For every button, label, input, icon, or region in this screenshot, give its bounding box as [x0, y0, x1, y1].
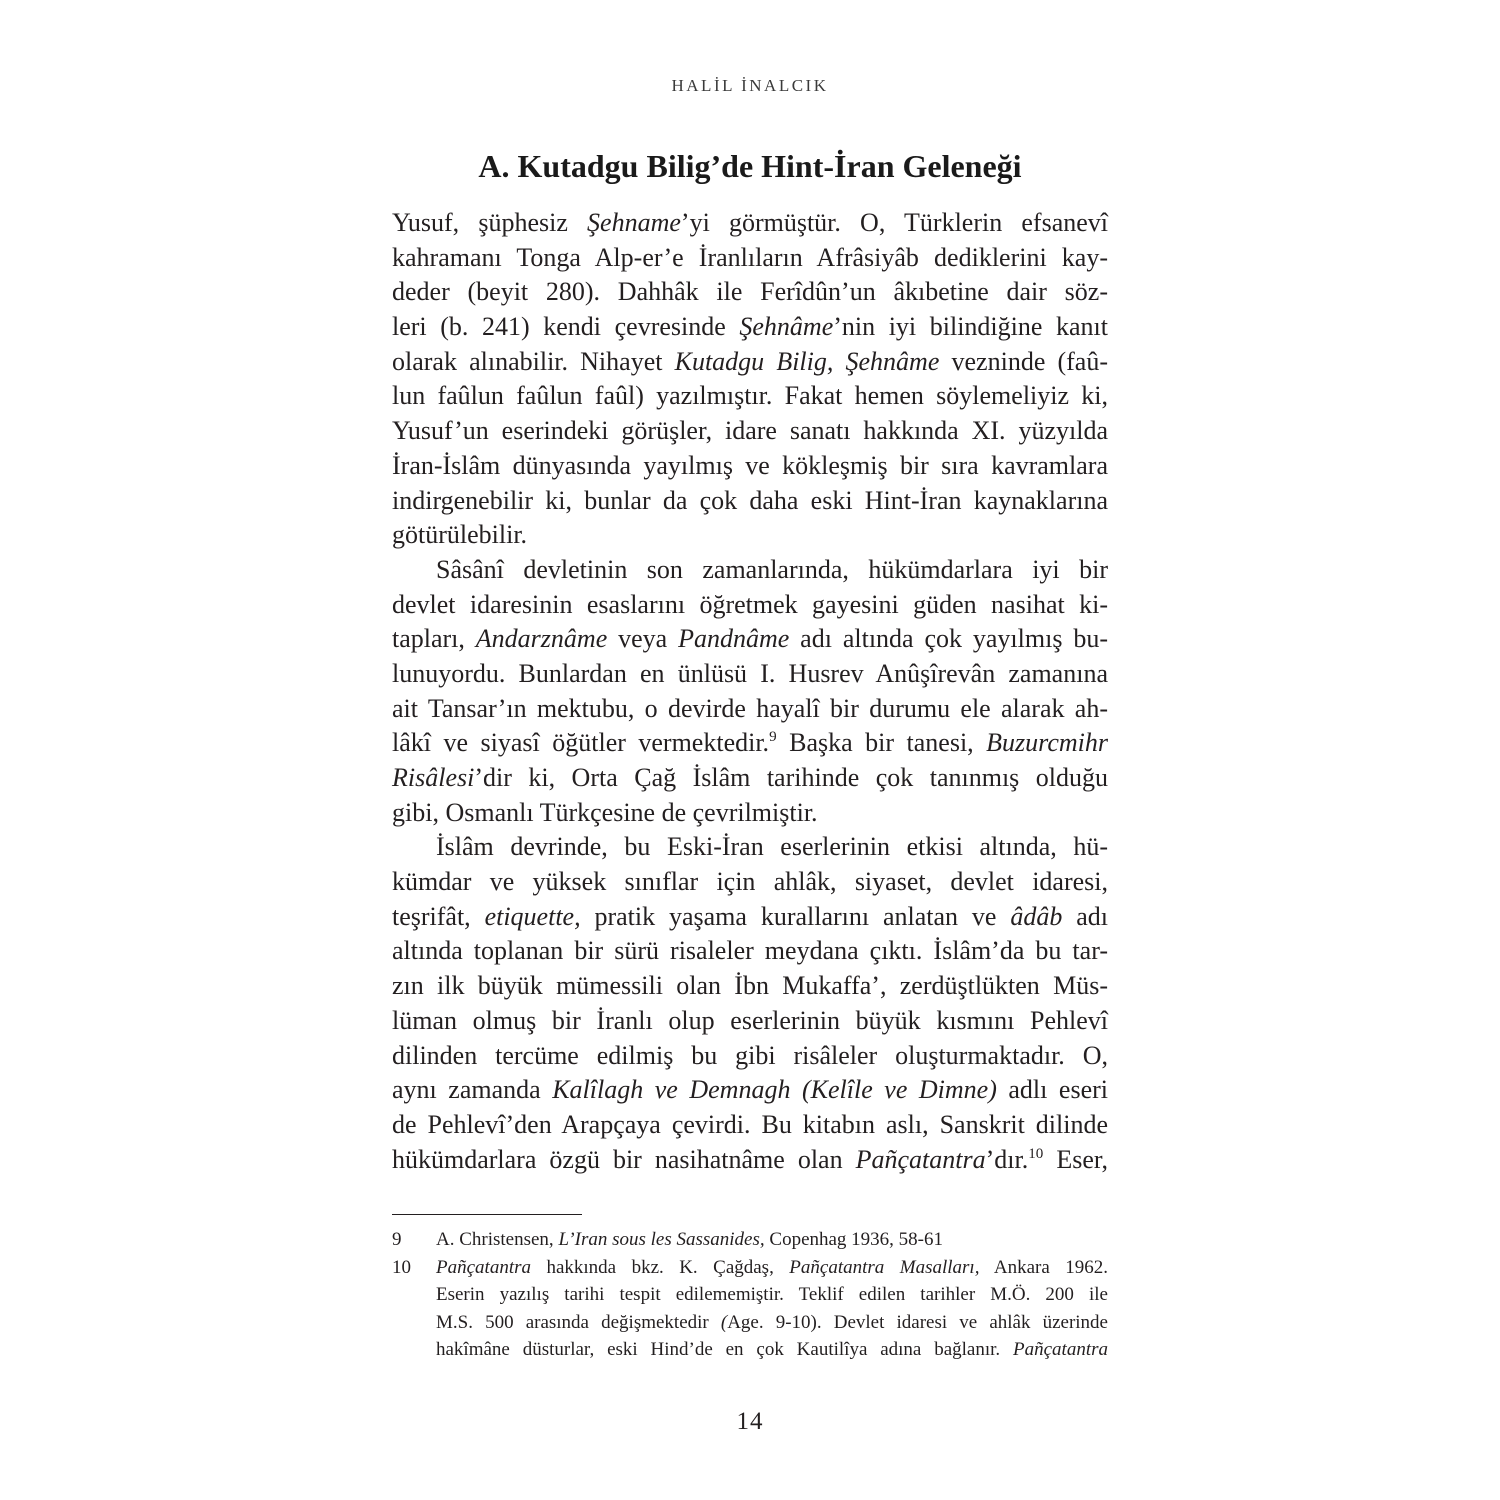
text-run: A. Christensen, — [436, 1229, 559, 1250]
text-run: adı altında çok yayılmış bu- — [789, 624, 1108, 654]
text-run: ’yi görmüştür. O, Türklerin efsanevî — [680, 208, 1108, 237]
text-run: götürülebilir. — [392, 520, 528, 550]
text-line — [392, 449, 1108, 484]
text-run: Sâsânî devletinin son zamanlarında, hükümdarlara iyi bir — [436, 554, 1108, 584]
text-run: Ankara 1962. — [979, 1256, 1108, 1278]
text-run: İslâm devrinde, bu Eski-İran eserlerinin etkisi altında, hü- — [436, 832, 1108, 862]
italic-text: Buzurcmihr — [986, 728, 1108, 758]
text-line — [392, 622, 1108, 657]
italic-text: ( — [720, 1311, 728, 1333]
footnote-line — [392, 1226, 1108, 1254]
footnote-rule — [392, 1214, 582, 1215]
text-run: vezninde (faû- — [939, 346, 1109, 376]
text-run: lun faûlun faûlun faûl) yazılmıştır. Fakat hemen söylemeliyiz ki, — [392, 381, 1108, 411]
text-run: devlet idaresinin esaslarını öğretmek gayesini güden nasihat ki- — [392, 589, 1108, 619]
text-line — [392, 726, 1108, 761]
footnote-ref: 9 — [769, 729, 777, 746]
text-line — [392, 1004, 1108, 1039]
text-run: Yusuf, şüphesiz — [392, 208, 588, 237]
text-run: lâkî ve siyasî öğütler vermektedir. — [392, 728, 770, 758]
text-run: Başka bir tanesi, — [776, 728, 987, 758]
italic-text: Şehname — [587, 208, 681, 237]
text-run: hakîmâne düsturlar, eski Hind’de en çok Kautilîya adına bağlanır. — [436, 1339, 1013, 1360]
text-run: pratik yaşama kurallarını anlatan ve — [580, 901, 1011, 931]
text-line — [392, 761, 1108, 796]
text-run: kahramanı Tonga Alp-er’e İranlıların Afrâsiyâb dediklerini kay- — [392, 242, 1108, 272]
text-run: hakkında bkz. K. Çağdaş, — [531, 1256, 790, 1278]
text-line — [392, 1039, 1108, 1074]
footnotes — [392, 1226, 1108, 1364]
text-line — [392, 1073, 1108, 1108]
text-run: hükümdarlara özgü bir nasihatnâme olan — [392, 1144, 856, 1174]
text-line — [392, 1143, 1108, 1178]
section-title: A. Kutadgu Bilig’de Hint-İran Geleneği — [478, 148, 1022, 184]
text-line — [392, 830, 1108, 865]
text-run: Age. 9-10). Devlet idaresi ve ahlâk üzerinde — [727, 1311, 1108, 1333]
text-line — [392, 692, 1108, 727]
text-run: veya — [607, 624, 679, 654]
text-run: olarak alınabilir. Nihayet — [392, 346, 675, 376]
text-run: ’nin iyi bilindiğine kanıt — [833, 312, 1108, 342]
text-line — [392, 796, 1108, 831]
text-line — [392, 934, 1108, 969]
text-line — [392, 345, 1108, 380]
text-run: Copenhag 1936, 58-61 — [764, 1229, 944, 1250]
text-run: Eserin yazılış tarihi tespit edilememiştir. Teklif edilen tarihler M.Ö. 200 ile — [436, 1284, 1108, 1305]
italic-text: Kutadgu Bilig, Şehnâme — [674, 346, 940, 376]
italic-text: Pañçatantra — [855, 1144, 986, 1174]
italic-text: Pandnâme — [678, 624, 790, 654]
text-run: Yusuf’un eserindeki görüşler, idare sanatı hakkında XI. yüzyılda — [392, 416, 1108, 446]
text-run: M.S. 500 arasında değişmektedir — [436, 1311, 721, 1333]
text-line — [392, 900, 1108, 935]
text-line — [392, 553, 1108, 588]
italic-text: Pañçatantra — [1013, 1339, 1108, 1360]
footnote-line — [392, 1336, 1108, 1364]
text-run: İran-İslâm dünyasında yayılmış ve kökleşmiş bir sıra kavramlara — [392, 450, 1108, 480]
text-line — [392, 1108, 1108, 1143]
running-head: HALİL İNALCIK — [671, 76, 829, 95]
text-run: adlı eseri — [996, 1075, 1108, 1105]
text-run: gibi, Osmanlı Türkçesine de çevrilmiştir. — [392, 797, 818, 827]
italic-text: Pañçatantra — [436, 1256, 531, 1278]
footnote-ref: 10 — [1028, 1145, 1044, 1162]
italic-text: âdâb — [1010, 901, 1063, 931]
footnote — [392, 1226, 1108, 1254]
text-run: Eser, — [1043, 1144, 1108, 1174]
text-run: leri (b. 241) kendi çevresinde — [392, 312, 740, 342]
page-number: 14 — [736, 1408, 764, 1435]
italic-text: Risâlesi — [392, 763, 475, 792]
footnote-line — [392, 1309, 1108, 1337]
text-line — [392, 206, 1108, 241]
italic-text: Pañçatantra Masalları, — [789, 1256, 980, 1278]
text-run: ’dir ki, Orta Çağ İslâm tarihinde çok tanınmış olduğu — [474, 763, 1108, 792]
text-run: aynı zamanda — [392, 1075, 553, 1105]
text-run: zın ilk büyük mümessili olan İbn Mukaffa’, zerdüştlükten Müs- — [392, 971, 1108, 1001]
text-run: teşrifât, — [392, 901, 485, 931]
text-line — [392, 657, 1108, 692]
text-run: tapları, — [392, 624, 476, 654]
text-line — [392, 969, 1108, 1004]
text-run: altında toplanan bir sürü risaleler meydana çıktı. İslâm’da bu tar- — [392, 936, 1108, 966]
text-run: adı — [1062, 901, 1108, 931]
italic-text: Andarznâme — [475, 624, 608, 654]
text-line — [392, 379, 1108, 414]
text-run: lüman olmuş bir İranlı olup eserlerinin büyük kısmını Pehlevî — [392, 1005, 1108, 1035]
text-line — [392, 484, 1108, 519]
text-line — [392, 414, 1108, 449]
footnote-number: 10 — [392, 1256, 411, 1278]
italic-text: etiquette, — [484, 901, 581, 931]
italic-text: L’Iran sous les Sassanides, — [558, 1229, 765, 1250]
text-line — [392, 275, 1108, 310]
text-run: dilinden tercüme edilmiş bu gibi risâleler oluşturmaktadır. O, — [392, 1040, 1108, 1070]
text-run: ait Tansar’ın mektubu, o devirde hayalî bir durumu ele alarak ah- — [392, 693, 1108, 723]
footnote-number: 9 — [392, 1229, 402, 1250]
text-line — [392, 241, 1108, 276]
text-run: indirgenebilir ki, bunlar da çok daha eski Hint-İran kaynaklarına — [392, 485, 1108, 515]
text-run: de Pehlevî’den Arapçaya çevirdi. Bu kitabın aslı, Sanskrit dilinde — [392, 1109, 1108, 1139]
italic-text: Şehnâme — [739, 312, 834, 342]
text-line — [392, 310, 1108, 345]
text-run: ’dır. — [985, 1144, 1029, 1174]
footnote-line — [392, 1281, 1108, 1309]
footnote — [392, 1254, 1108, 1364]
text-line — [392, 588, 1108, 623]
text-run: kümdar ve yüksek sınıflar için ahlâk, siyaset, devlet idaresi, — [392, 867, 1108, 897]
footnote-line — [392, 1254, 1108, 1282]
italic-text: Kalîlagh ve Demnagh (Kelîle ve Dimne) — [552, 1075, 997, 1105]
text-line — [392, 518, 1108, 553]
text-run: lunuyordu. Bunlardan en ünlüsü I. Husrev Anûşîrevân zamanına — [392, 658, 1108, 688]
text-line — [392, 865, 1108, 900]
body-text — [392, 206, 1108, 1177]
text-run: deder (beyit 280). Dahhâk ile Ferîdûn’un âkıbetine dair söz- — [392, 277, 1108, 307]
